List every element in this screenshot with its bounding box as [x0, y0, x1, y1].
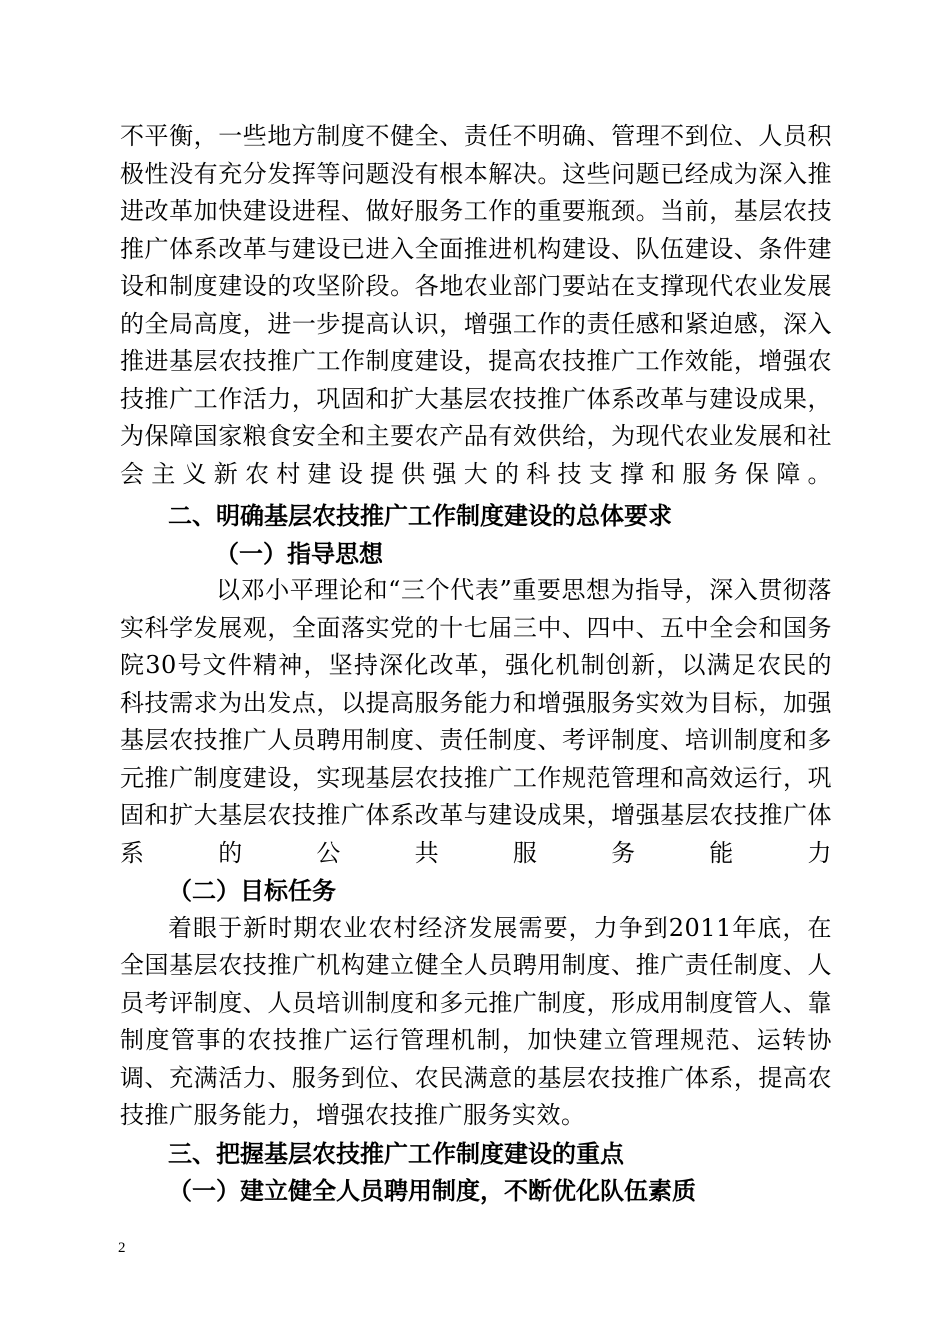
paragraph-goals: 着眼于新时期农业农村经济发展需要，力争到2011年底，在全国基层农技推广机构建立健全人员聘用制度、推广责任制度、人员考评制度、人员培训制度和多元推广制度，形成用制度管人、靠制度管事的农技推广运行管理机制，加快建立管理规范、运转协调、充满活力、服务到位、农民满意的基层农技推广体系，提高农技推广服务能力，增强农技推广服务实效。 [120, 913, 832, 1129]
page-number: 2 [118, 1240, 126, 1256]
subsection-heading-guiding: （一）指导思想 [215, 538, 383, 568]
paragraph-intro: 不平衡，一些地方制度不健全、责任不明确、管理不到位、人员积极性没有充分发挥等问题没有根本解决。这些问题已经成为深入推进改革加快建设进程、做好服务工作的重要瓶颈。当前，基层农技推广体系改革与建设已进入全面推进机构建设、队伍建设、条件建设和制度建设的攻坚阶段。各地农业部门要站在支撑现代农业发展的全局高度，进一步提高认识，增强工作的责任感和紧迫感，深入推进基层农技推广工作制度建设，提高农技推广工作效能，增强农技推广工作活力，巩固和扩大基层农技推广体系改革与建设成果，为保障国家粮食安全和主要农产品有效供给，为现代农业发展和社会主义新农村建设提供强大的科技支撑和服务保障。 [120, 122, 832, 488]
section-heading-3: 三、把握基层农技推广工作制度建设的重点 [168, 1138, 624, 1168]
section-heading-2: 二、明确基层农技推广工作制度建设的总体要求 [168, 501, 672, 530]
subsection-heading-hiring: （一）建立健全人员聘用制度，不断优化队伍素质 [168, 1176, 696, 1205]
paragraph-guiding: 以邓小平理论和“三个代表”重要思想为指导，深入贯彻落实科学发展观，全面落实党的十七届三中、四中、五中全会和国务院30号文件精神，坚持深化改革，强化机制创新，以满足农民的科技需求为出发点，以提高服务能力和增强服务实效为目标，加强基层农技推广人员聘用制度、责任制度、考评制度、培训制度和多元推广制度建设，实现基层农技推广工作规范管理和高效运行，巩固和扩大基层农技推广体系改革与建设成果，增强基层农技推广体系的公共服务能力 [120, 576, 832, 867]
subsection-heading-goals: （二）目标任务 [168, 876, 336, 905]
document-body [120, 118, 832, 1210]
